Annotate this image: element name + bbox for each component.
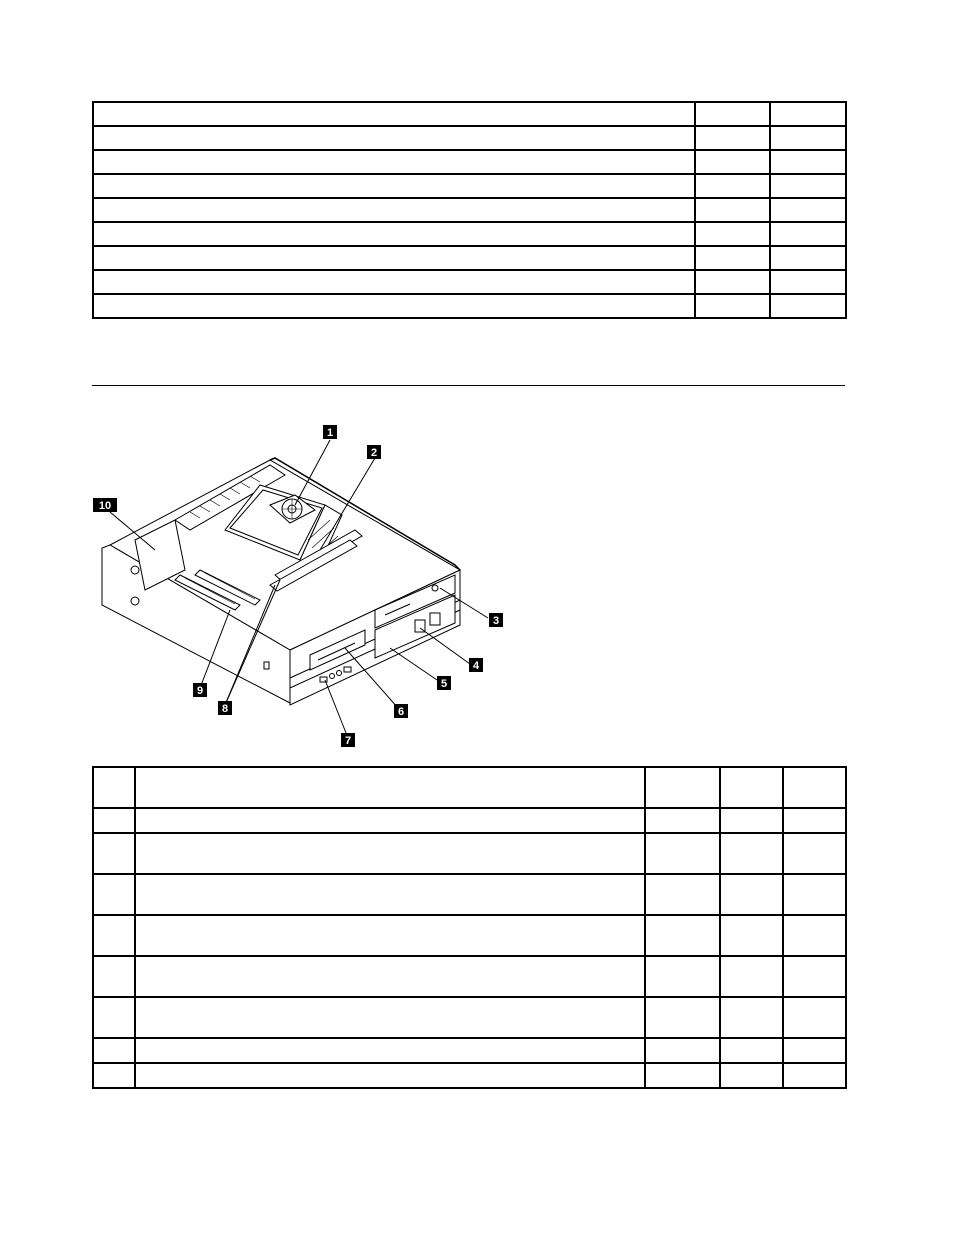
table-cell xyxy=(93,198,695,222)
table-cell xyxy=(645,956,720,997)
table-cell xyxy=(135,767,645,808)
callout-4 xyxy=(469,658,483,672)
callout-1 xyxy=(323,425,337,439)
table-row xyxy=(93,102,846,126)
table-row xyxy=(93,808,846,833)
table-cell xyxy=(695,294,770,318)
table-cell xyxy=(93,294,695,318)
table-cell xyxy=(135,956,645,997)
table-cell xyxy=(770,222,846,246)
callout-10 xyxy=(93,498,117,512)
table-row xyxy=(93,198,846,222)
table-cell xyxy=(695,222,770,246)
svg-text:4: 4 xyxy=(472,660,480,672)
table-cell xyxy=(645,1038,720,1063)
table-cell xyxy=(695,246,770,270)
svg-text:2: 2 xyxy=(370,447,378,459)
table-cell xyxy=(783,1038,846,1063)
table-cell xyxy=(645,833,720,874)
table-cell xyxy=(93,102,695,126)
table-cell xyxy=(645,874,720,915)
callout-9 xyxy=(193,683,207,697)
table-cell xyxy=(770,126,846,150)
table-cell xyxy=(135,1063,645,1088)
table-cell xyxy=(783,997,846,1038)
table-cell xyxy=(93,997,135,1038)
table-cell xyxy=(783,956,846,997)
callout-3 xyxy=(489,613,503,627)
table-cell xyxy=(93,246,695,270)
svg-text:7: 7 xyxy=(344,735,352,747)
table-cell xyxy=(135,833,645,874)
svg-text:9: 9 xyxy=(196,685,204,697)
table-cell xyxy=(770,246,846,270)
table-cell xyxy=(783,874,846,915)
table-cell xyxy=(720,808,783,833)
table-cell xyxy=(93,222,695,246)
svg-text:1: 1 xyxy=(326,427,334,439)
table-cell xyxy=(93,956,135,997)
table-cell xyxy=(783,808,846,833)
table-cell xyxy=(770,294,846,318)
table-cell xyxy=(135,874,645,915)
table-row xyxy=(93,222,846,246)
table-row xyxy=(93,1063,846,1088)
table-cell xyxy=(645,915,720,956)
table-cell xyxy=(695,174,770,198)
table-cell xyxy=(93,1038,135,1063)
table-row xyxy=(93,246,846,270)
table-cell xyxy=(645,767,720,808)
table-cell xyxy=(93,767,135,808)
table-cell xyxy=(135,1038,645,1063)
svg-text:3: 3 xyxy=(492,615,500,627)
svg-text:8: 8 xyxy=(221,703,229,715)
computer-chassis-illustration xyxy=(80,420,520,750)
table-cell xyxy=(783,1063,846,1088)
table-cell xyxy=(93,174,695,198)
callout-5 xyxy=(437,676,451,690)
table-cell xyxy=(720,956,783,997)
table-cell xyxy=(93,808,135,833)
table-cell xyxy=(695,150,770,174)
table-cell xyxy=(93,915,135,956)
table-row xyxy=(93,997,846,1038)
table-cell xyxy=(645,1063,720,1088)
table-cell xyxy=(720,997,783,1038)
table-cell xyxy=(93,270,695,294)
table-cell xyxy=(720,833,783,874)
table-cell xyxy=(770,270,846,294)
callout-6 xyxy=(394,704,408,718)
table-row xyxy=(93,150,846,174)
table-cell xyxy=(695,270,770,294)
table-cell xyxy=(720,1063,783,1088)
svg-text:5: 5 xyxy=(440,678,448,690)
callout-2 xyxy=(367,445,381,459)
table-cell xyxy=(783,833,846,874)
table-row xyxy=(93,270,846,294)
table-cell xyxy=(770,150,846,174)
table-cell xyxy=(645,997,720,1038)
separator-line xyxy=(92,385,845,386)
table-cell xyxy=(783,915,846,956)
table-cell xyxy=(720,874,783,915)
table-cell xyxy=(720,915,783,956)
svg-text:6: 6 xyxy=(397,706,405,718)
table-row xyxy=(93,767,846,808)
callout-8 xyxy=(218,701,232,715)
table-cell xyxy=(695,126,770,150)
table-row xyxy=(93,915,846,956)
table-cell xyxy=(770,174,846,198)
table-cell xyxy=(645,808,720,833)
table-cell xyxy=(93,833,135,874)
table-cell xyxy=(93,874,135,915)
table-cell xyxy=(770,102,846,126)
table-row xyxy=(93,874,846,915)
table-cell xyxy=(720,767,783,808)
table-cell xyxy=(783,767,846,808)
table-row xyxy=(93,833,846,874)
table-row xyxy=(93,1038,846,1063)
bottom-table xyxy=(92,766,847,1089)
callout-7 xyxy=(341,733,355,747)
table-cell xyxy=(770,198,846,222)
table-cell xyxy=(695,102,770,126)
table-cell xyxy=(135,808,645,833)
top-table xyxy=(92,101,847,319)
table-cell xyxy=(93,1063,135,1088)
svg-text:10: 10 xyxy=(98,500,112,512)
table-row xyxy=(93,956,846,997)
table-cell xyxy=(93,126,695,150)
table-cell xyxy=(93,150,695,174)
table-cell xyxy=(135,915,645,956)
table-cell xyxy=(720,1038,783,1063)
table-row xyxy=(93,294,846,318)
table-row xyxy=(93,174,846,198)
table-row xyxy=(93,126,846,150)
table-cell xyxy=(695,198,770,222)
table-cell xyxy=(135,997,645,1038)
